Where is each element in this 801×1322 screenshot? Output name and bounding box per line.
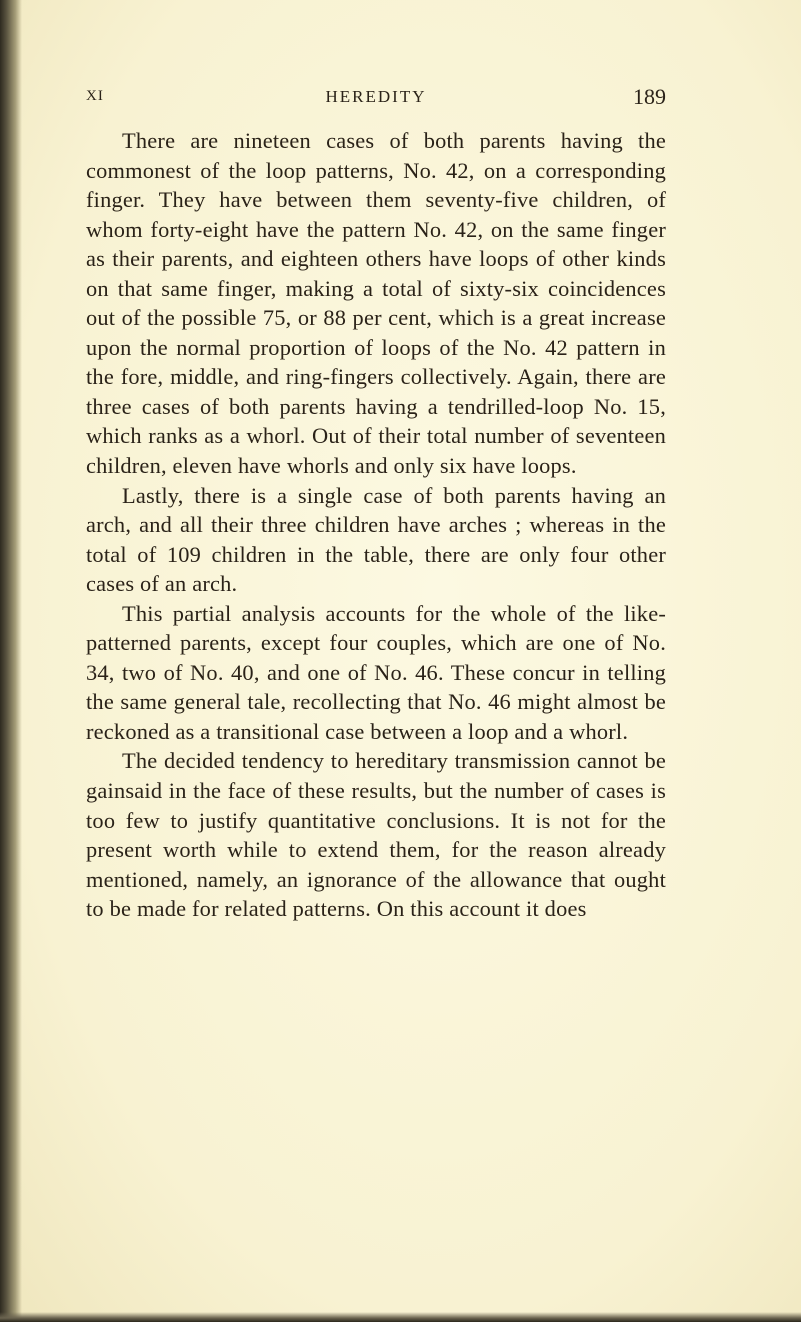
paragraph: Lastly, there is a single case of both parents having an arch, and all their three children have arches ; whereas in the total of 109 children in the table, there are only four other cases of an arch.: [86, 482, 666, 597]
paragraph: This partial analysis accounts for the whole of the like-patterned parents, except four couples, which are one of No. 34, two of No. 40, and one of No. 46. These concur in telling the same general tale, recollecting that No. 46 might almost be reckoned as a transitional case between a loop and a whorl.: [86, 600, 666, 744]
running-title: HEREDITY: [325, 87, 427, 106]
page-bottom-edge: [0, 1312, 801, 1322]
chapter-number: XI: [86, 88, 104, 104]
paragraph: There are nineteen cases of both parents having the commonest of the loop patterns, No. 42, on a corresponding finger. They have between them seventy-five children, of whom forty-eight have the pattern No. 42, on the same finger as their parents, and eighteen others have loops of other kinds on that same finger, making a total of sixty-six coincidences out of the possible 75, or 88 per cent, which is a great increase upon the normal proportion of loops of the No. 42 pattern in the fore, middle, and ring-fingers collectively. Again, there are three cases of both parents having a tendrilled-loop No. 15, which ranks as a whorl. Out of their total number of seventeen children, eleven have whorls and only six have loops.: [86, 128, 666, 479]
page-number: 189: [633, 84, 666, 109]
body-text: [86, 126, 666, 924]
book-gutter-shadow: [0, 0, 22, 1322]
running-head: [86, 84, 666, 114]
paragraph: The decided tendency to hereditary transmission cannot be gainsaid in the face of these results, but the number of cases is too few to justify quantitative conclusions. It is not for the present worth while to extend them, for the reason already mentioned, namely, an ignorance of the allowance that ought to be made for related patterns. On this account it does: [86, 748, 666, 922]
